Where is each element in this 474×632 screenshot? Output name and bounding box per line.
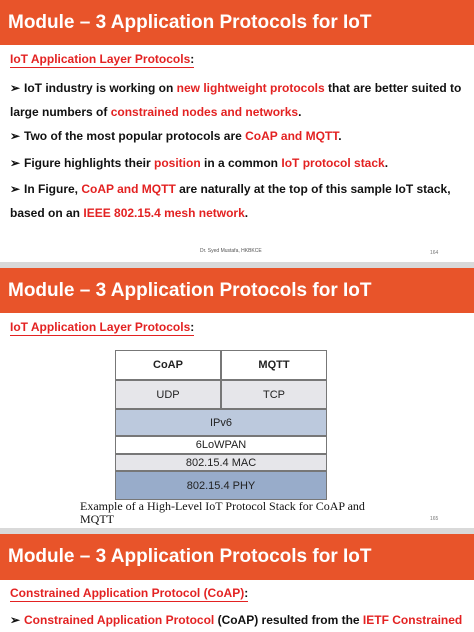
arrow-bullet-icon: ➢ — [10, 182, 21, 196]
bullet-2: ➢ Two of the most popular protocols are CoAP and MQTT. — [10, 124, 466, 148]
section-subtitle: Constrained Application Protocol (CoAP): — [10, 586, 249, 600]
slide-166 — [0, 534, 474, 632]
bullet-coap: ➢ Constrained Application Protocol (CoAP) resulted from the IETF Constrained — [10, 608, 466, 632]
slide-title: Module – 3 Application Protocols for IoT — [8, 546, 372, 567]
arrow-bullet-icon: ➢ — [10, 156, 21, 170]
stack-cell-mqtt: MQTT — [221, 350, 327, 380]
stack-cell-phy: 802.15.4 PHY — [115, 471, 327, 500]
section-subtitle: IoT Application Layer Protocols: — [10, 320, 195, 334]
page-number: 164 — [430, 250, 439, 256]
slide-title: Module – 3 Application Protocols for IoT — [8, 279, 372, 301]
slide-title-banner — [0, 268, 474, 313]
bullet-4: ➢ In Figure, CoAP and MQTT are naturally at the top of this sample IoT stack, based on an IEEE 802.15.4 mesh network. — [10, 177, 466, 225]
arrow-bullet-icon: ➢ — [10, 81, 21, 95]
slide-title: Module – 3 Application Protocols for IoT — [8, 11, 372, 33]
bullet-3: ➢ Figure highlights their position in a common IoT protocol stack. — [10, 151, 466, 175]
slide-footer: Dr. Syed Mustafa, HKBKCE — [200, 248, 262, 254]
stack-cell-mac: 802.15.4 MAC — [115, 454, 327, 471]
figure-caption: Example of a High-Level IoT Protocol Stack for CoAP and MQTT — [80, 499, 365, 526]
slide-title-banner — [0, 534, 474, 580]
arrow-bullet-icon: ➢ — [10, 613, 21, 627]
section-subtitle: IoT Application Layer Protocols: — [10, 52, 195, 66]
slide-title-banner — [0, 0, 474, 45]
protocol-stack-figure — [115, 350, 327, 500]
slide-164 — [0, 0, 474, 262]
bullet-1: ➢ IoT industry is working on new lightweight protocols that are better suited to large numbers of constrained nodes and networks. — [10, 76, 466, 124]
stack-cell-ipv6: IPv6 — [115, 409, 327, 436]
stack-cell-coap: CoAP — [115, 350, 221, 380]
page-number: 165 — [430, 516, 439, 522]
stack-cell-tcp: TCP — [221, 380, 327, 409]
stack-cell-udp: UDP — [115, 380, 221, 409]
stack-cell-6lowpan: 6LoWPAN — [115, 436, 327, 454]
arrow-bullet-icon: ➢ — [10, 129, 21, 143]
